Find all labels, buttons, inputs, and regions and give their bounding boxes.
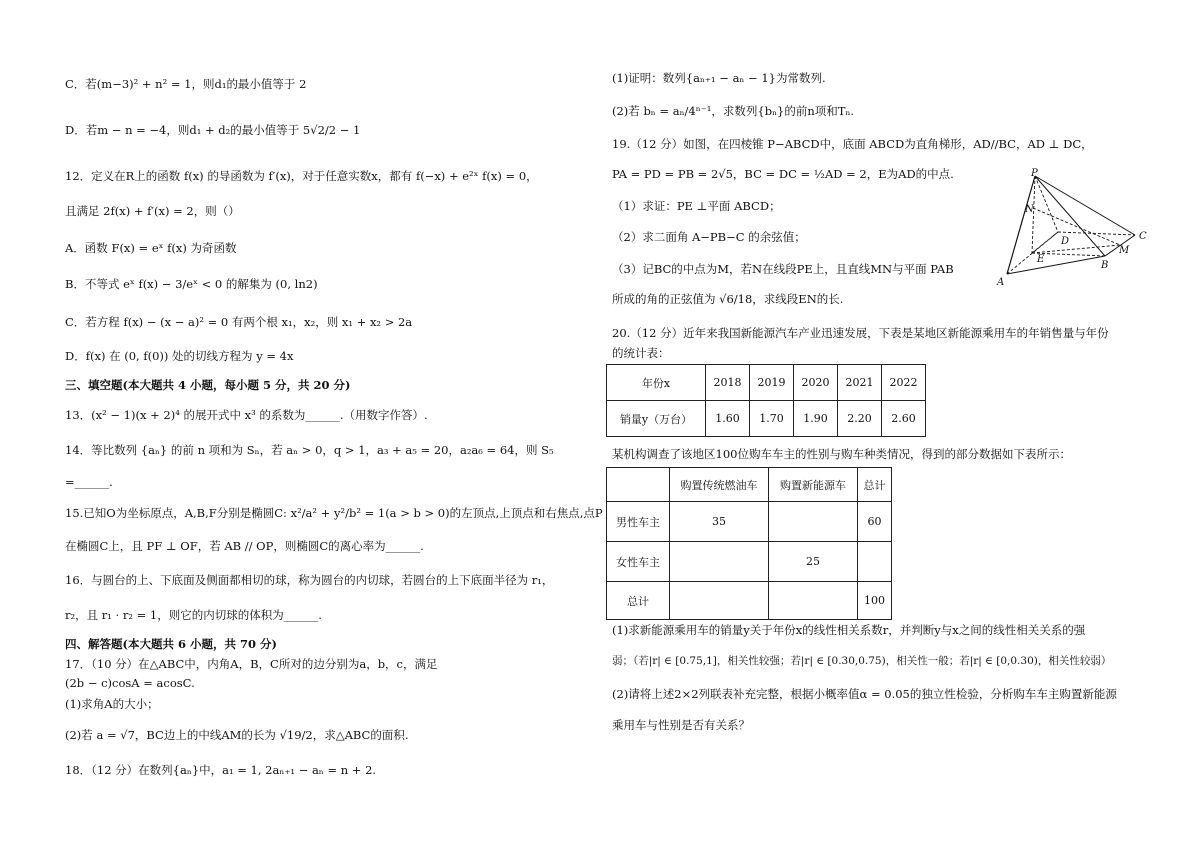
question-20: 20.（12 分）近年来我国新能源汽车产业迅速发展，下表是某地区新能源乘用车的年销售量与年份 xyxy=(612,326,1109,340)
question-18-part-2: (2)若 bₙ = aₙ/4ⁿ⁻¹，求数列{bₙ}的前n项和Tₙ. xyxy=(612,104,855,118)
vertex-label-d: D xyxy=(1061,236,1070,247)
table-cell: 25 xyxy=(769,542,858,582)
option-d-q12: D．f(x) 在 (0, f(0)) 处的切线方程为 y = 4x xyxy=(65,349,294,363)
survey-description: 某机构调查了该地区100位购车车主的性别与购车种类情况，得到的部分数据如下表所示： xyxy=(612,447,1071,461)
contingency-row-female xyxy=(607,542,892,582)
table-cell: 2018 xyxy=(706,365,750,401)
table-cell: 100 xyxy=(858,582,892,620)
table-cell: 购置新能源车 xyxy=(769,468,858,502)
question-20-part-1-cont: 弱；（若|r| ∈ [0.75,1]，相关性较强；若|r| ∈ [0.30,0.75)，相关性一般；若|r| ∈ [0,0.30)，相关性较弱） xyxy=(612,655,1112,667)
table-cell: 总计 xyxy=(607,582,670,620)
table-cell xyxy=(670,542,769,582)
question-16: 16．与圆台的上、下底面及侧面都相切的球，称为圆台的内切球，若圆台的上下底面半径为 r₁， xyxy=(65,573,554,587)
sales-table-data-row xyxy=(607,401,926,437)
question-20-cont: 的统计表： xyxy=(612,346,670,360)
question-14: 14．等比数列 {aₙ} 的前 n 项和为 Sₙ，若 aₙ > 0，q > 1，a₃ + a₅ = 20，a₂a₆ = 64，则 S₅ xyxy=(65,443,554,457)
question-19-part-3: （3）记BC的中点为M，若N在线段PE上，且直线MN与平面 PAB xyxy=(612,262,954,276)
vertex-label-a: A xyxy=(997,277,1005,288)
question-16-cont: r₂，且 r₁ · r₂ = 1，则它的内切球的体积为______. xyxy=(65,608,322,622)
question-20-part-1: (1)求新能源乘用车的销量y关于年份x的线性相关系数r，并判断y与x之间的线性相关关系的强 xyxy=(612,623,1086,637)
question-12: 12．定义在R上的函数 f(x) 的导函数为 f′(x)，对于任意实数x，都有 f(−x) + e²ˣ f(x) = 0， xyxy=(65,169,538,183)
contingency-header-row xyxy=(607,468,892,502)
table-cell: 2022 xyxy=(882,365,926,401)
question-20-part-2: (2)请将上述2×2列联表补充完整，根据小概率值α = 0.05的独立性检验，分析购车车主购置新能源 xyxy=(612,687,1117,701)
question-19-part-3-cont: 所成的角的正弦值为 √6/18，求线段EN的长. xyxy=(612,292,844,306)
question-17: 17．（10 分）在△ABC中，内角A，B，C所对的边分别为a，b，c，满足 xyxy=(65,657,438,671)
question-19-part-1: （1）求证：PE ⊥平面 ABCD； xyxy=(612,199,781,213)
pyramid-figure xyxy=(995,168,1155,288)
table-cell: 2019 xyxy=(750,365,794,401)
table-cell xyxy=(607,468,670,502)
question-20-part-2-cont: 乘用车与性别是否有关系？ xyxy=(612,718,750,732)
table-cell: 35 xyxy=(670,502,769,542)
table-cell: 男性车主 xyxy=(607,502,670,542)
question-18-part-1: (1)证明：数列{aₙ₊₁ − aₙ − 1}为常数列. xyxy=(612,71,826,85)
option-b-q12: B．不等式 eˣ f(x) − 3/eˣ < 0 的解集为 (0, ln2) xyxy=(65,277,318,291)
option-a-q12: A．函数 F(x) = eˣ f(x) 为奇函数 xyxy=(65,241,237,255)
question-19-part-2: （2）求二面角 A−PB−C 的余弦值； xyxy=(612,230,806,244)
table-cell: 1.70 xyxy=(750,401,794,437)
table-cell: 年份x xyxy=(607,365,706,401)
option-d-q11: D．若m − n = −4，则d₁ + d₂的最小值等于 5√2/2 − 1 xyxy=(65,123,361,137)
question-15: 15.已知O为坐标原点，A,B,F分别是椭圆C: x²/a² + y²/b² = 1(a > b > 0)的左顶点,上顶点和右焦点,点P xyxy=(65,506,603,520)
vertex-label-n: N xyxy=(1025,204,1034,215)
table-cell: 2.60 xyxy=(882,401,926,437)
vertex-label-p: P xyxy=(1031,168,1038,179)
vertex-label-m: M xyxy=(1119,245,1130,256)
table-cell: 2.20 xyxy=(838,401,882,437)
vertex-label-e: E xyxy=(1037,254,1045,265)
question-19-given: PA = PD = PB = 2√5，BC = DC = ½AD = 2，E为AD的中点. xyxy=(612,167,954,181)
sales-table xyxy=(606,364,926,437)
vertex-label-b: B xyxy=(1101,260,1109,271)
table-cell: 总计 xyxy=(858,468,892,502)
option-c-q12: C．若方程 f(x) − (x − a)² = 0 有两个根 x₁，x₂，则 x₁ + x₂ > 2a xyxy=(65,315,413,329)
table-cell: 女性车主 xyxy=(607,542,670,582)
table-cell: 60 xyxy=(858,502,892,542)
contingency-row-total xyxy=(607,582,892,620)
right-column xyxy=(600,0,1200,847)
question-14-cont: =______. xyxy=(65,475,113,489)
question-19: 19.（12 分）如图，在四棱锥 P−ABCD中，底面 ABCD为直角梯形，AD//BC，AD ⊥ DC， xyxy=(612,137,1093,151)
table-cell: 1.90 xyxy=(794,401,838,437)
table-cell: 购置传统燃油车 xyxy=(670,468,769,502)
sales-table-header-row xyxy=(607,365,926,401)
question-18: 18．（12 分）在数列{aₙ}中，a₁ = 1, 2aₙ₊₁ − aₙ = n + 2. xyxy=(65,763,377,777)
table-cell: 销量y（万台） xyxy=(607,401,706,437)
question-13: 13．(x² − 1)(x + 2)⁴ 的展开式中 x³ 的系数为______.（用数字作答）. xyxy=(65,408,428,422)
question-17-condition: (2b − c)cosA = acosC. xyxy=(65,676,195,690)
vertex-label-c: C xyxy=(1139,231,1147,242)
section-answer-heading: 四、解答题(本大题共 6 小题，共 70 分) xyxy=(65,637,277,651)
table-cell xyxy=(670,582,769,620)
question-15-cont: 在椭圆C上，且 PF ⊥ OF，若 AB // OP，则椭圆C的离心率为______. xyxy=(65,539,424,553)
table-cell: 2020 xyxy=(794,365,838,401)
contingency-row-male xyxy=(607,502,892,542)
table-cell: 1.60 xyxy=(706,401,750,437)
option-c-q11: C．若(m−3)² + n² = 1，则d₁的最小值等于 2 xyxy=(65,77,307,91)
question-12-cont: 且满足 2f(x) + f′(x) = 2，则（） xyxy=(65,204,240,218)
contingency-table xyxy=(606,467,892,620)
section-fill-blank-heading: 三、填空题(本大题共 4 小题，每小题 5 分，共 20 分) xyxy=(65,378,351,392)
question-17-part-2: (2)若 a = √7，BC边上的中线AM的长为 √19/2，求△ABC的面积. xyxy=(65,728,409,742)
table-cell xyxy=(858,542,892,582)
table-cell xyxy=(769,582,858,620)
table-cell xyxy=(769,502,858,542)
question-17-part-1: (1)求角A的大小； xyxy=(65,697,159,711)
table-cell: 2021 xyxy=(838,365,882,401)
